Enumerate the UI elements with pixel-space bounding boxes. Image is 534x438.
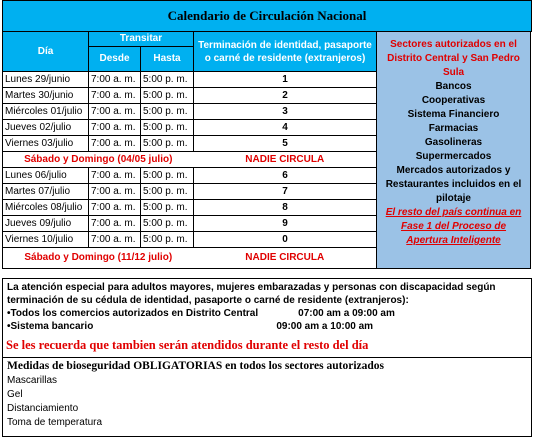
from-cell: 7:00 a. m.	[89, 168, 141, 184]
special-attention-intro: La atención especial para adultos mayores, mujeres embarazadas y personas con discapacidad según terminación de su cédula de identidad, pasaporte o carné de residente (extranjeros):	[7, 282, 496, 306]
biosecurity-item: Mascarillas	[7, 375, 58, 386]
day-cell: Martes 30/junio	[3, 88, 89, 104]
from-cell: 7:00 a. m.	[89, 232, 141, 248]
digit-cell: 6	[194, 168, 377, 184]
day-cell: Lunes 06/julio	[3, 168, 89, 184]
sector-item: Cooperativas	[421, 95, 486, 106]
biosecurity-item: Distanciamiento	[7, 403, 79, 414]
biosecurity-box	[2, 357, 532, 437]
sector-item: Supermercados	[415, 151, 492, 162]
sector-item: Gasolineras	[424, 137, 483, 148]
to-cell: 5:00 p. m.	[141, 136, 194, 152]
to-cell: 5:00 p. m.	[141, 184, 194, 200]
day-cell: Viernes 03/julio	[3, 136, 89, 152]
sectors-heading: Sectores autorizados en el Distrito Central y San Pedro Sula	[387, 39, 520, 78]
digit-cell: 3	[194, 104, 377, 120]
reminder-text: Se les recuerda que tambien serán atendidos durante el resto del día	[6, 338, 369, 352]
calendar-sheet	[2, 0, 532, 438]
weekend-status: NADIE CIRCULA	[194, 152, 377, 168]
day-cell: Miércoles 08/julio	[3, 200, 89, 216]
sector-item: Farmacias	[428, 123, 479, 134]
from-cell: 7:00 a. m.	[89, 120, 141, 136]
digit-cell: 7	[194, 184, 377, 200]
day-cell: Lunes 29/junio	[3, 72, 89, 88]
schedule-time: 07:00 am a 09:00 am	[298, 308, 395, 319]
digit-cell: 2	[194, 88, 377, 104]
biosecurity-item: Gel	[7, 389, 23, 400]
weekend-status: NADIE CIRCULA	[194, 248, 377, 269]
digit-cell: 8	[194, 200, 377, 216]
schedule-line-bancario	[7, 320, 527, 333]
day-cell: Miércoles 01/julio	[3, 104, 89, 120]
col-header-dia: Día	[3, 32, 89, 72]
biosecurity-item: Toma de temperatura	[7, 417, 103, 428]
biosecurity-heading: Medidas de bioseguridad OBLIGATORIAS en todos los sectores autorizados	[7, 360, 384, 372]
digit-cell: 9	[194, 216, 377, 232]
day-cell: Jueves 02/julio	[3, 120, 89, 136]
sheet-title: Calendario de Circulación Nacional	[2, 0, 532, 32]
to-cell: 5:00 p. m.	[141, 88, 194, 104]
from-cell: 7:00 a. m.	[89, 200, 141, 216]
weekend-label: Sábado y Domingo (11/12 julio)	[3, 248, 194, 269]
from-cell: 7:00 a. m.	[89, 136, 141, 152]
from-cell: 7:00 a. m.	[89, 184, 141, 200]
to-cell: 5:00 p. m.	[141, 216, 194, 232]
col-header-hasta: Hasta	[141, 47, 194, 72]
to-cell: 5:00 p. m.	[141, 200, 194, 216]
to-cell: 5:00 p. m.	[141, 104, 194, 120]
schedule-table	[2, 31, 531, 269]
schedule-time: 09:00 am a 10:00 am	[276, 321, 374, 332]
phase-note: El resto del país continua en Fase 1 del Proceso de Apertura Inteligente	[385, 207, 522, 246]
digit-cell: 5	[194, 136, 377, 152]
sector-item: Bancos	[435, 81, 472, 92]
schedule-label: •Todos los comercios autorizados en Distrito Central	[7, 308, 259, 319]
sector-item: Mercados autorizados y Restaurantes incluidos en el pilotaje	[385, 165, 522, 204]
col-header-desde: Desde	[89, 47, 141, 72]
to-cell: 5:00 p. m.	[141, 120, 194, 136]
col-header-terminacion: Terminación de identidad, pasaporte o carné de residente (extranjeros)	[194, 32, 377, 72]
col-header-transitar: Transitar	[89, 32, 194, 47]
from-cell: 7:00 a. m.	[89, 216, 141, 232]
digit-cell: 1	[194, 72, 377, 88]
schedule-line-comercios	[7, 307, 527, 320]
to-cell: 5:00 p. m.	[141, 232, 194, 248]
digit-cell: 4	[194, 120, 377, 136]
header-row	[3, 32, 531, 47]
to-cell: 5:00 p. m.	[141, 168, 194, 184]
weekend-label: Sábado y Domingo (04/05 julio)	[3, 152, 194, 168]
schedule-label: •Sistema bancario	[7, 321, 94, 332]
from-cell: 7:00 a. m.	[89, 72, 141, 88]
from-cell: 7:00 a. m.	[89, 88, 141, 104]
digit-cell: 0	[194, 232, 377, 248]
authorized-sectors-panel	[377, 32, 531, 269]
from-cell: 7:00 a. m.	[89, 104, 141, 120]
day-cell: Martes 07/julio	[3, 184, 89, 200]
to-cell: 5:00 p. m.	[141, 72, 194, 88]
day-cell: Jueves 09/julio	[3, 216, 89, 232]
day-cell: Viernes 10/julio	[3, 232, 89, 248]
sector-item: Sistema Financiero	[407, 109, 500, 120]
